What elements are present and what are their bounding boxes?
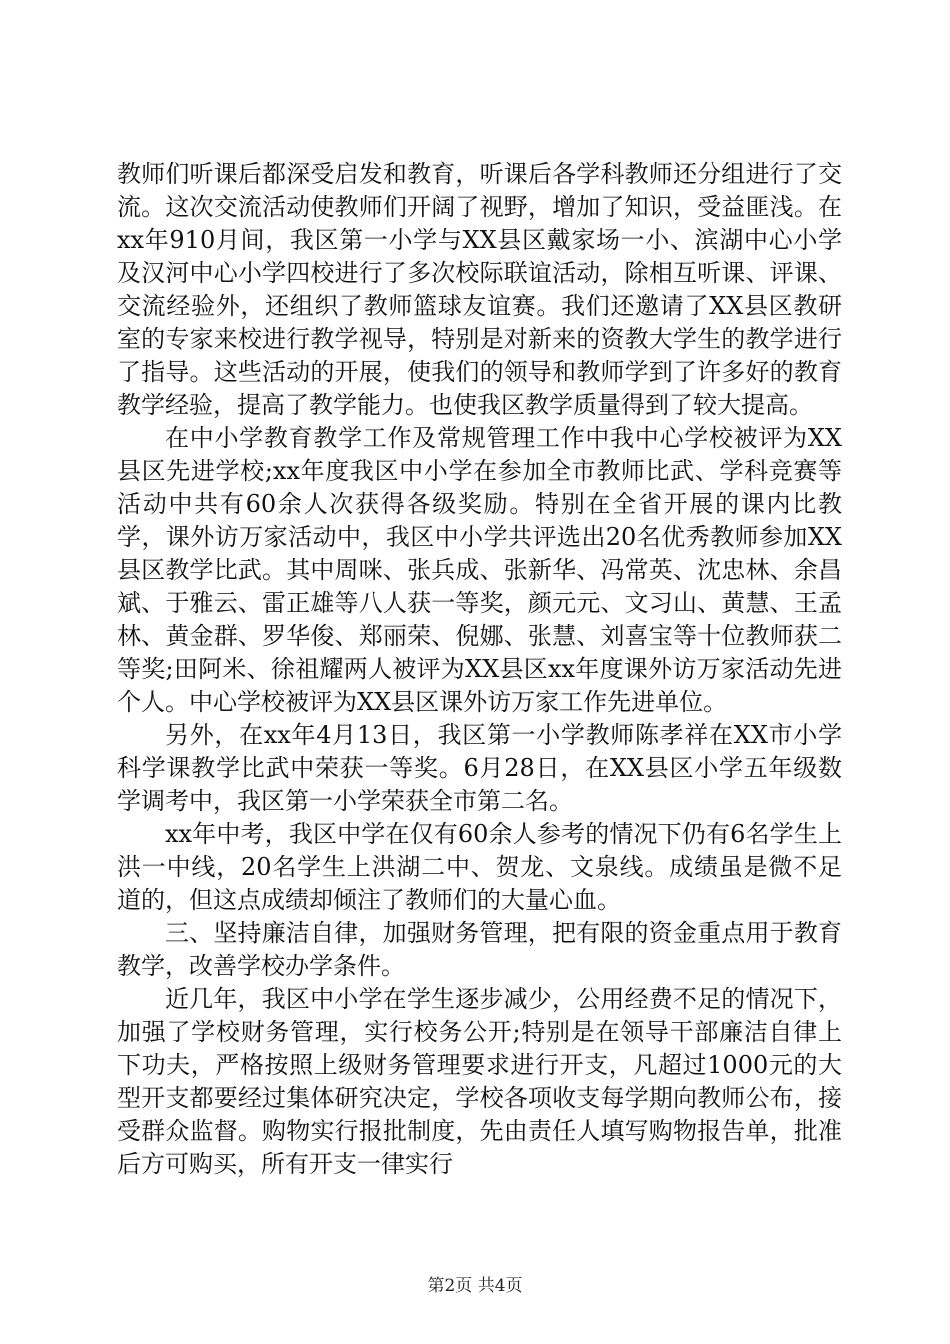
paragraph-2: 在中小学教育教学工作及常规管理工作中我中心学校被评为XX县区先进学校;xx年度我区中小学在参加全市教师比武、学科竞赛等活动中共有60余人次获得各级奖励。特别在全省开展的课内比教学，课外访万家活动中，我区中小学共评选出20名优秀教师参加XX县区教学比武。其中周咪、张兵成、张新华、冯常英、沈忠林、余昌斌、于雅云、雷正雄等八人获一等奖，颜元元、文习山、黄慧、王孟林、黄金群、罗华俊、郑丽荣、倪娜、张慧、刘喜宝等十位教师获二等奖;田阿米、徐祖耀两人被评为XX县区xx年度课外访万家活动先进个人。中心学校被评为XX县区课外访万家工作先进单位。 <box>117 424 842 716</box>
paragraph-5: 近几年，我区中小学在学生逐步减少，公用经费不足的情况下，加强了学校财务管理，实行校务公开;特别是在领导干部廉洁自律上下功夫，严格按照上级财务管理要求进行开支，凡超过1000元的大型开支都要经过集体研究决定，学校各项收支每学期向教师公布，接受群众监督。购物实行报批制度，先由责任人填写购物报告单，批准后方可购买，所有开支一律实行 <box>117 985 842 1178</box>
paragraph-4: xx年中考，我区中学在仅有60余人参考的情况下仍有6名学生上洪一中线，20名学生上洪湖二中、贺龙、文泉线。成绩虽是微不足道的，但这点成绩却倾注了教师们的大量心血。 <box>117 820 842 914</box>
document-body <box>117 158 842 1181</box>
page-footer: 第2页 共4页 <box>427 1276 523 1296</box>
section-heading-3: 三、坚持廉洁自律，加强财务管理，把有限的资金重点用于教育教学，改善学校办学条件。 <box>117 919 842 980</box>
paragraph-3: 另外，在xx年4月13日，我区第一小学教师陈孝祥在XX市小学科学课教学比武中荣获一等奖。6月28日，在XX县区小学五年级数学调考中，我区第一小学荣获全市第二名。 <box>117 721 842 815</box>
paragraph-1: 教师们听课后都深受启发和教育，听课后各学科教师还分组进行了交流。这次交流活动使教师们开阔了视野，增加了知识，受益匪浅。在xx年910月间，我区第一小学与XX县区戴家场一小、滨湖中心小学及汉河中心小学四校进行了多次校际联谊活动，除相互听课、评课、交流经验外，还组织了教师篮球友谊赛。我们还邀请了XX县区教研室的专家来校进行教学视导，特别是对新来的资教大学生的教学进行了指导。这些活动的开展，使我们的领导和教师学到了许多好的教育教学经验，提高了教学能力。也使我区教学质量得到了较大提高。 <box>117 160 842 419</box>
